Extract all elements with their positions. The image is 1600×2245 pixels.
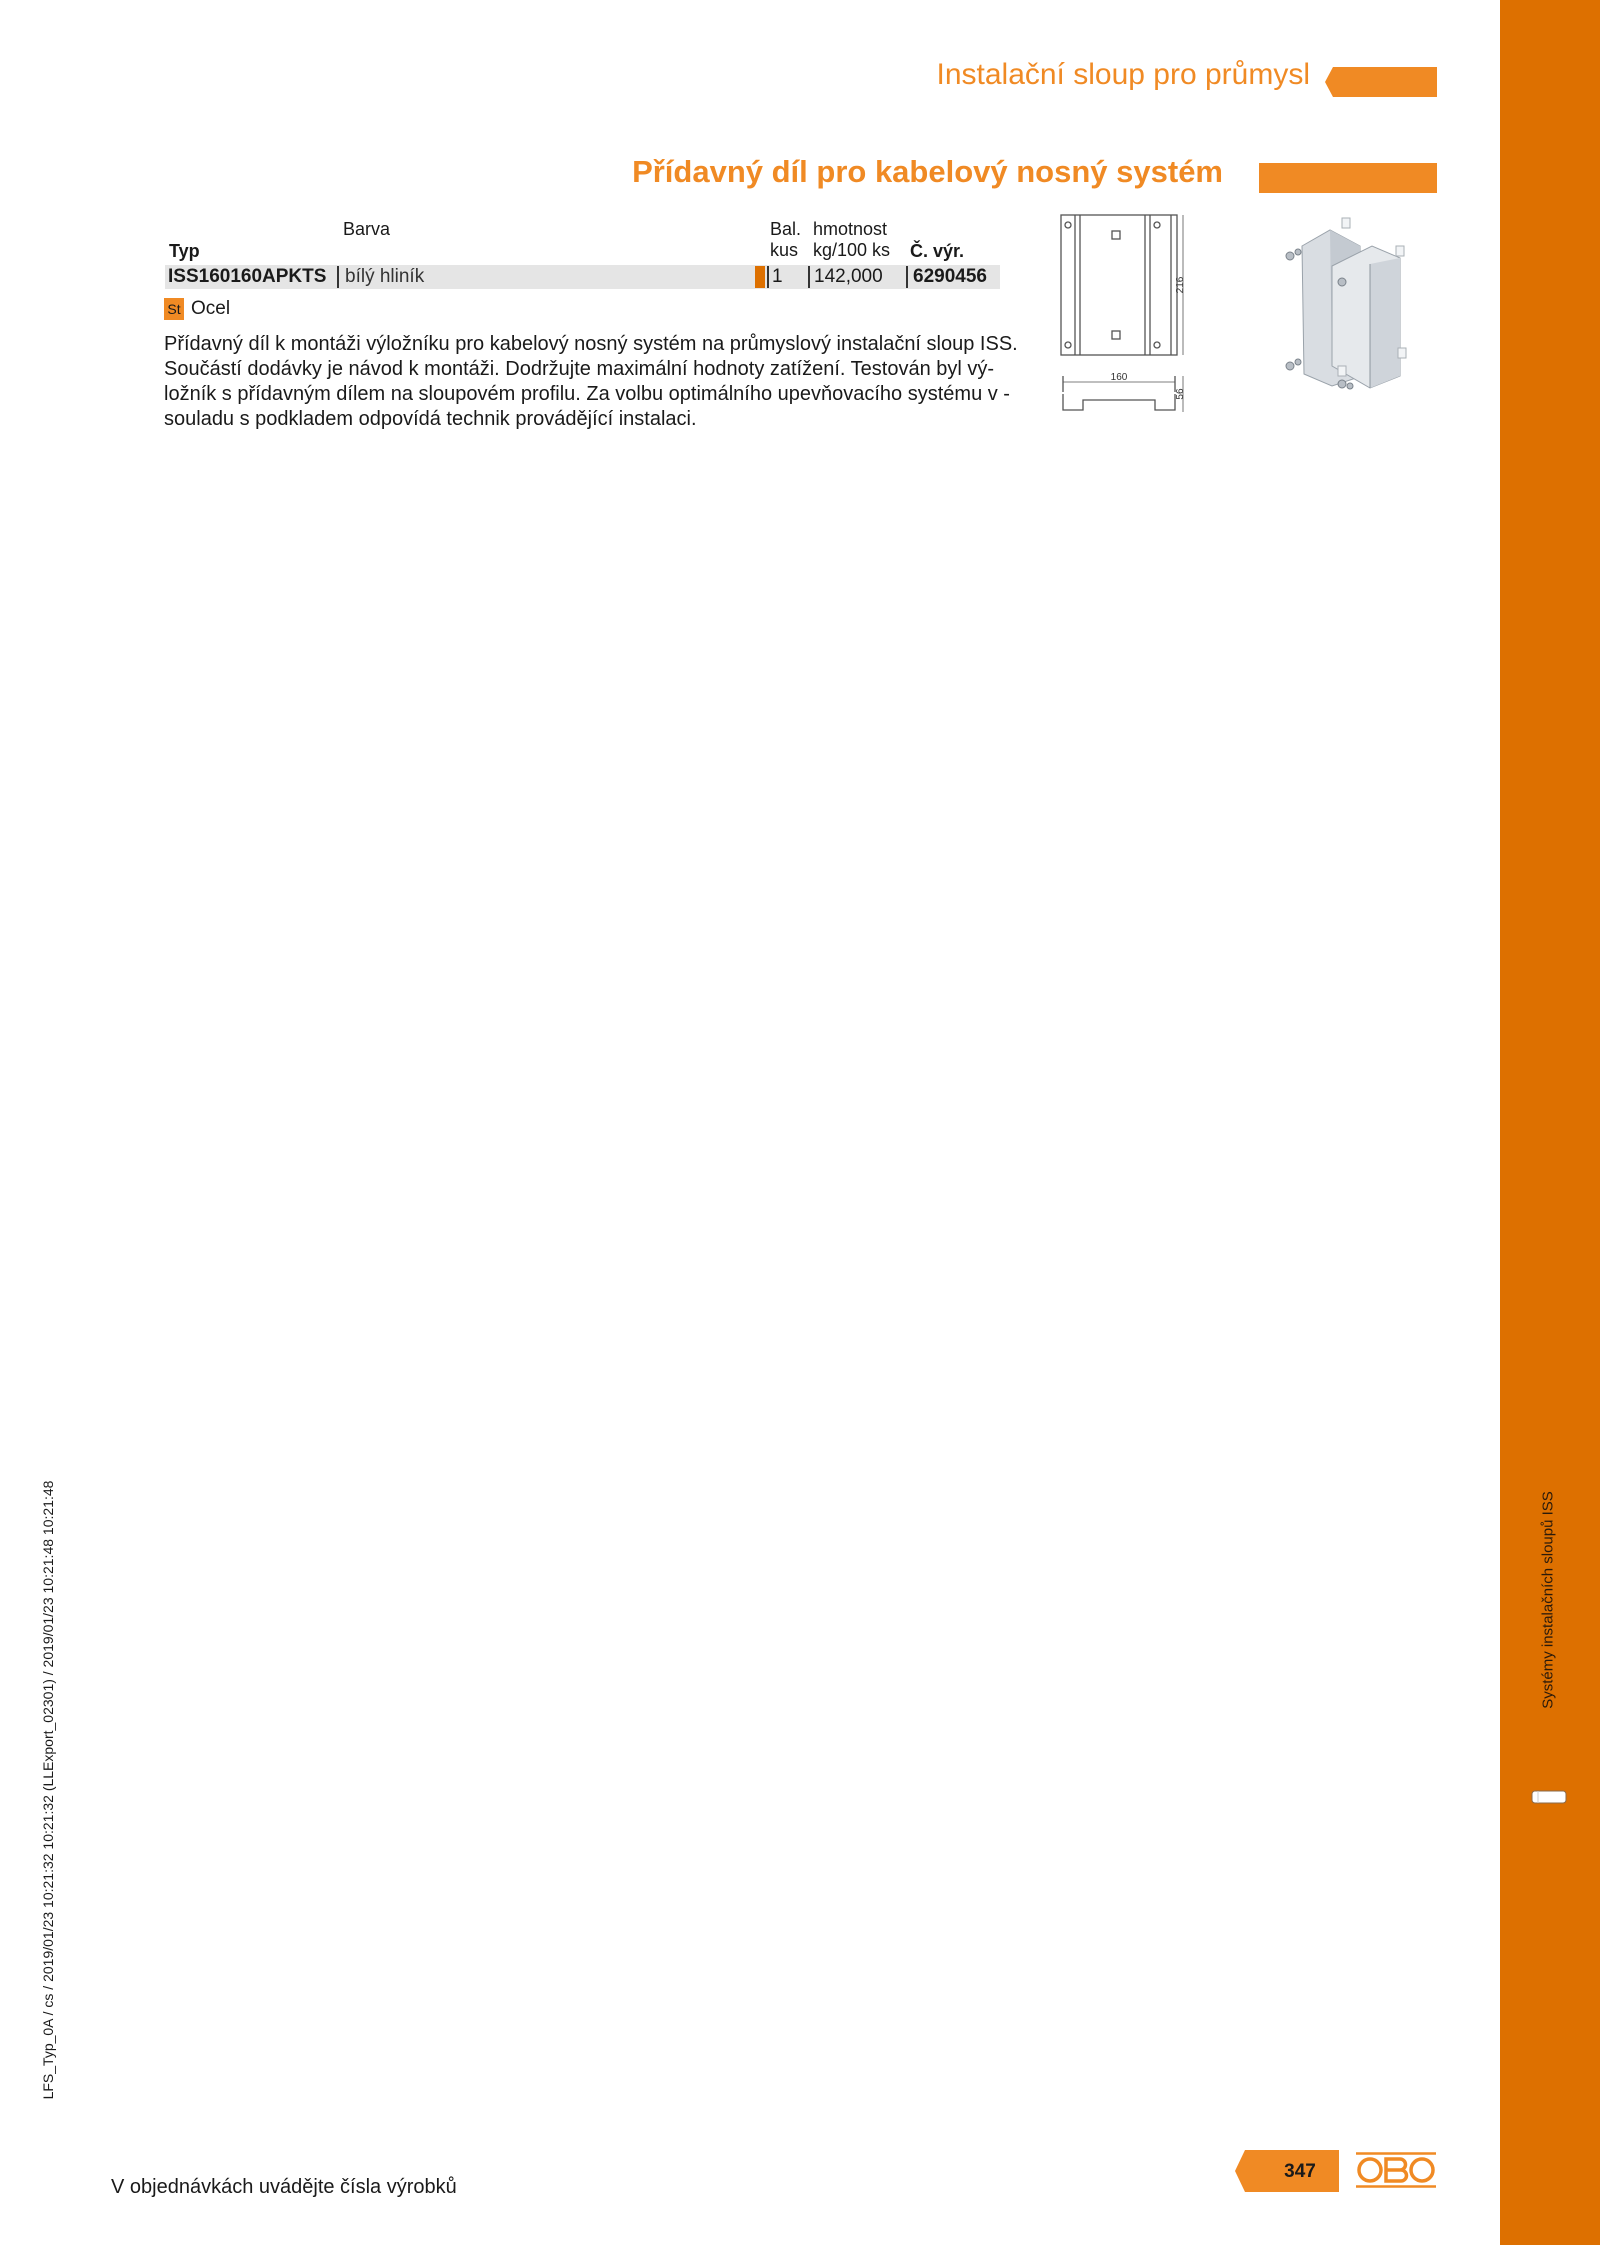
front-view-drawing (1055, 213, 1195, 363)
cell-separator (767, 266, 769, 288)
header-article: Č. výr. (910, 241, 965, 261)
row-type: ISS160160APKTS (168, 266, 327, 287)
description-line: Součástí dodávky je návod k montáži. Dodržujte maximální hodnoty zatížení. Testován byl vý- (164, 358, 995, 380)
material-badge: St (164, 298, 184, 320)
cell-separator (808, 266, 810, 288)
section-title: Instalační sloup pro průmysl (936, 58, 1310, 91)
top-view-drawing (1055, 372, 1195, 417)
product-title: Přídavný díl pro kabelový nosný systém (632, 154, 1223, 189)
header-color: Barva (343, 219, 391, 239)
obo-logo (1356, 2152, 1436, 2188)
product-title-bar (1259, 163, 1437, 193)
section-tab-marker (1325, 67, 1437, 97)
row-pack: 1 (772, 266, 783, 287)
header-type: Typ (169, 241, 200, 261)
description-line: souladu s podkladem odpovídá technik provádějící instalaci. (164, 408, 697, 430)
product-photo (1270, 216, 1420, 396)
column-product-icon (1530, 1787, 1570, 1807)
row-article: 6290456 (913, 266, 987, 287)
material-label: Ocel (191, 298, 231, 319)
dim-width: 160 (1110, 372, 1128, 383)
sidebar-band (1500, 0, 1600, 2245)
header-pack: Bal. (770, 219, 802, 239)
footer-note: V objednávkách uvádějte čísla výrobků (111, 2176, 457, 2198)
description-line: Přídavný díl k montáži výložníku pro kabelový nosný systém na průmyslový instalační sloup ISS. (164, 333, 1018, 355)
cell-separator (337, 266, 339, 288)
cell-separator (906, 266, 908, 288)
row-color: bílý hliník (345, 266, 425, 287)
row-weight: 142,000 (814, 266, 883, 287)
product-description (164, 332, 1018, 432)
header-weight-unit: kg/100 ks (813, 240, 891, 260)
header-weight: hmotnost (813, 219, 888, 239)
color-swatch (755, 266, 765, 288)
dim-height: 216 (1175, 276, 1186, 294)
page-number: 347 (1284, 2161, 1316, 2182)
dim-depth: 56 (1175, 388, 1186, 400)
description-line: ložník s přídavným dílem na sloupovém profilu. Za volbu optimálního upevňovacího systému v - (164, 383, 1010, 405)
header-pack-unit: kus (770, 240, 799, 260)
